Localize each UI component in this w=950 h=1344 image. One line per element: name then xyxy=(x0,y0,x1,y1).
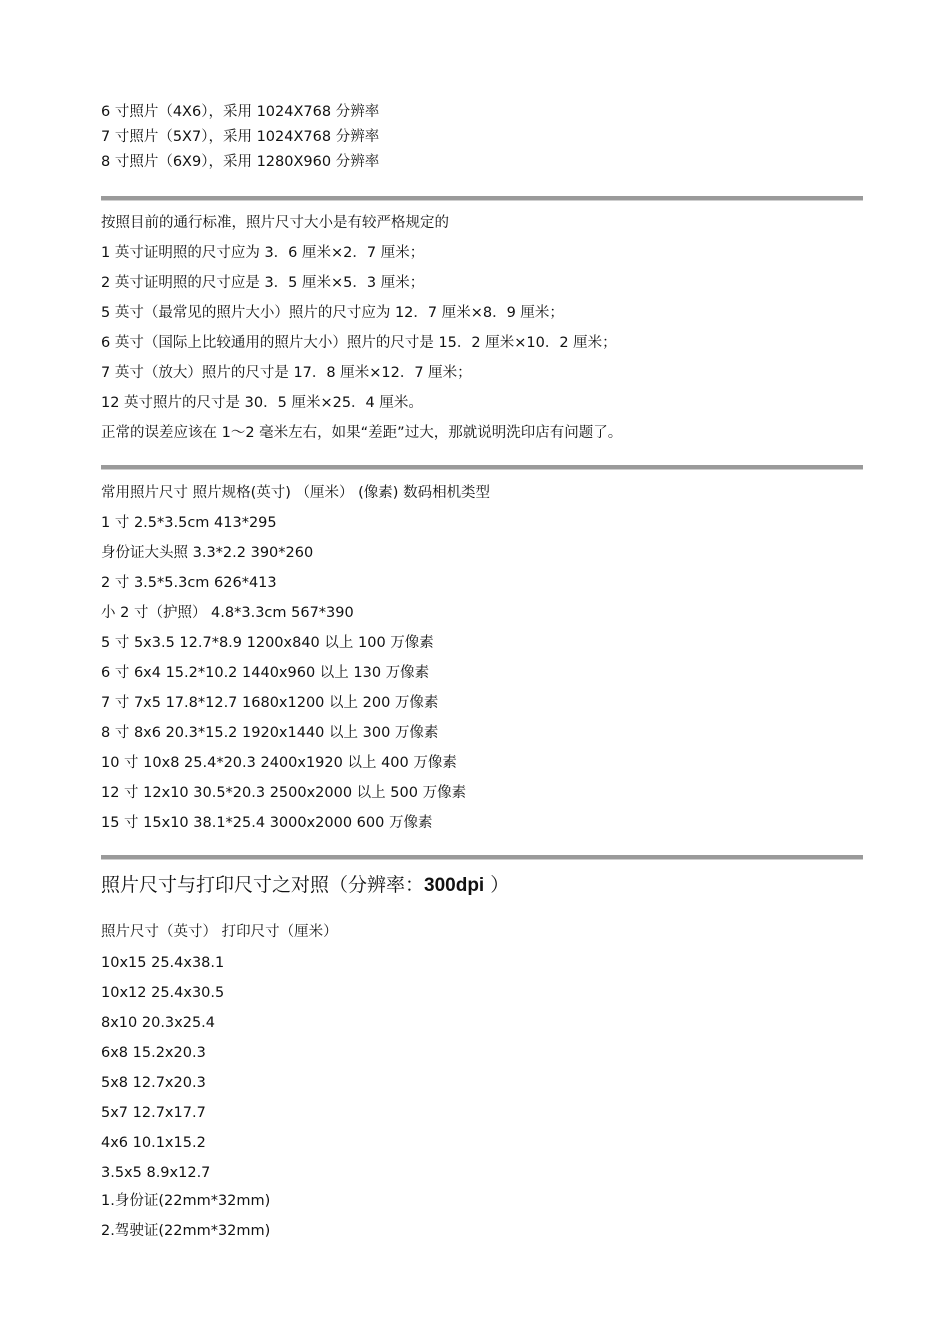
resolution-line-8in: 8 寸照片（6X9），采用 1280X960 分辨率 xyxy=(101,154,380,170)
print-table-row: 3.5x5 8.9x12.7 xyxy=(101,1165,211,1181)
standard-intro: 按照目前的通行标准，照片尺寸大小是有较严格规定的 xyxy=(101,215,449,231)
print-table-row: 10x12 25.4x30.5 xyxy=(101,985,225,1001)
print-table-row: 6x8 15.2x20.3 xyxy=(101,1045,206,1061)
tolerance-note: 正常的误差应该在 1～2 毫米左右，如果“差距”过大，那就说明洗印店有问题了。 xyxy=(101,425,623,441)
size-table-row: 7 寸 7x5 17.8*12.7 1680x1200 以上 200 万像素 xyxy=(101,695,439,711)
size-table-row: 1 寸 2.5*3.5cm 413*295 xyxy=(101,515,277,531)
id-card-size: 1.身份证(22mm*32mm) xyxy=(101,1193,271,1209)
standard-line: 12 英寸照片的尺寸是 30．5 厘米×25．4 厘米。 xyxy=(101,395,423,411)
heading-prefix: 照片尺寸与打印尺寸之对照（分辨率： xyxy=(101,874,425,896)
divider xyxy=(101,855,863,860)
divider xyxy=(101,196,863,201)
print-table-header: 照片尺寸（英寸） 打印尺寸（厘米） xyxy=(101,924,338,940)
heading-suffix: ） xyxy=(484,874,510,896)
size-table-row: 小 2 寸（护照） 4.8*3.3cm 567*390 xyxy=(101,605,354,621)
size-table-header: 常用照片尺寸 照片规格(英寸) （厘米） (像素) 数码相机类型 xyxy=(101,485,491,501)
standard-line: 2 英寸证明照的尺寸应是 3．5 厘米×5．3 厘米； xyxy=(101,275,425,291)
print-table-row: 5x7 12.7x17.7 xyxy=(101,1105,206,1121)
print-table-row: 10x15 25.4x38.1 xyxy=(101,955,225,971)
resolution-line-6in: 6 寸照片（4X6），采用 1024X768 分辨率 xyxy=(101,104,380,120)
size-table-row: 10 寸 10x8 25.4*20.3 2400x1920 以上 400 万像素 xyxy=(101,755,457,771)
standard-line: 6 英寸（国际上比较通用的照片大小）照片的尺寸是 15．2 厘米×10．2 厘米； xyxy=(101,335,617,351)
heading-dpi: 300dpi xyxy=(424,875,485,896)
divider xyxy=(101,465,863,470)
size-table-row: 身份证大头照 3.3*2.2 390*260 xyxy=(101,545,314,561)
standard-line: 5 英寸（最常见的照片大小）照片的尺寸应为 12．7 厘米×8．9 厘米； xyxy=(101,305,564,321)
size-table-row: 8 寸 8x6 20.3*15.2 1920x1440 以上 300 万像素 xyxy=(101,725,439,741)
resolution-line-7in: 7 寸照片（5X7），采用 1024X768 分辨率 xyxy=(101,129,380,145)
size-table-row: 6 寸 6x4 15.2*10.2 1440x960 以上 130 万像素 xyxy=(101,665,430,681)
print-size-heading xyxy=(101,872,509,898)
size-table-row: 5 寸 5x3.5 12.7*8.9 1200x840 以上 100 万像素 xyxy=(101,635,434,651)
standard-line: 1 英寸证明照的尺寸应为 3．6 厘米×2．7 厘米； xyxy=(101,245,425,261)
size-table-row: 2 寸 3.5*5.3cm 626*413 xyxy=(101,575,277,591)
print-table-row: 5x8 12.7x20.3 xyxy=(101,1075,206,1091)
print-table-row: 8x10 20.3x25.4 xyxy=(101,1015,216,1031)
print-table-row: 4x6 10.1x15.2 xyxy=(101,1135,206,1151)
size-table-row: 15 寸 15x10 38.1*25.4 3000x2000 600 万像素 xyxy=(101,815,433,831)
driver-license-size: 2.驾驶证(22mm*32mm) xyxy=(101,1223,271,1239)
size-table-row: 12 寸 12x10 30.5*20.3 2500x2000 以上 500 万像素 xyxy=(101,785,467,801)
standard-line: 7 英寸（放大）照片的尺寸是 17．8 厘米×12．7 厘米； xyxy=(101,365,472,381)
